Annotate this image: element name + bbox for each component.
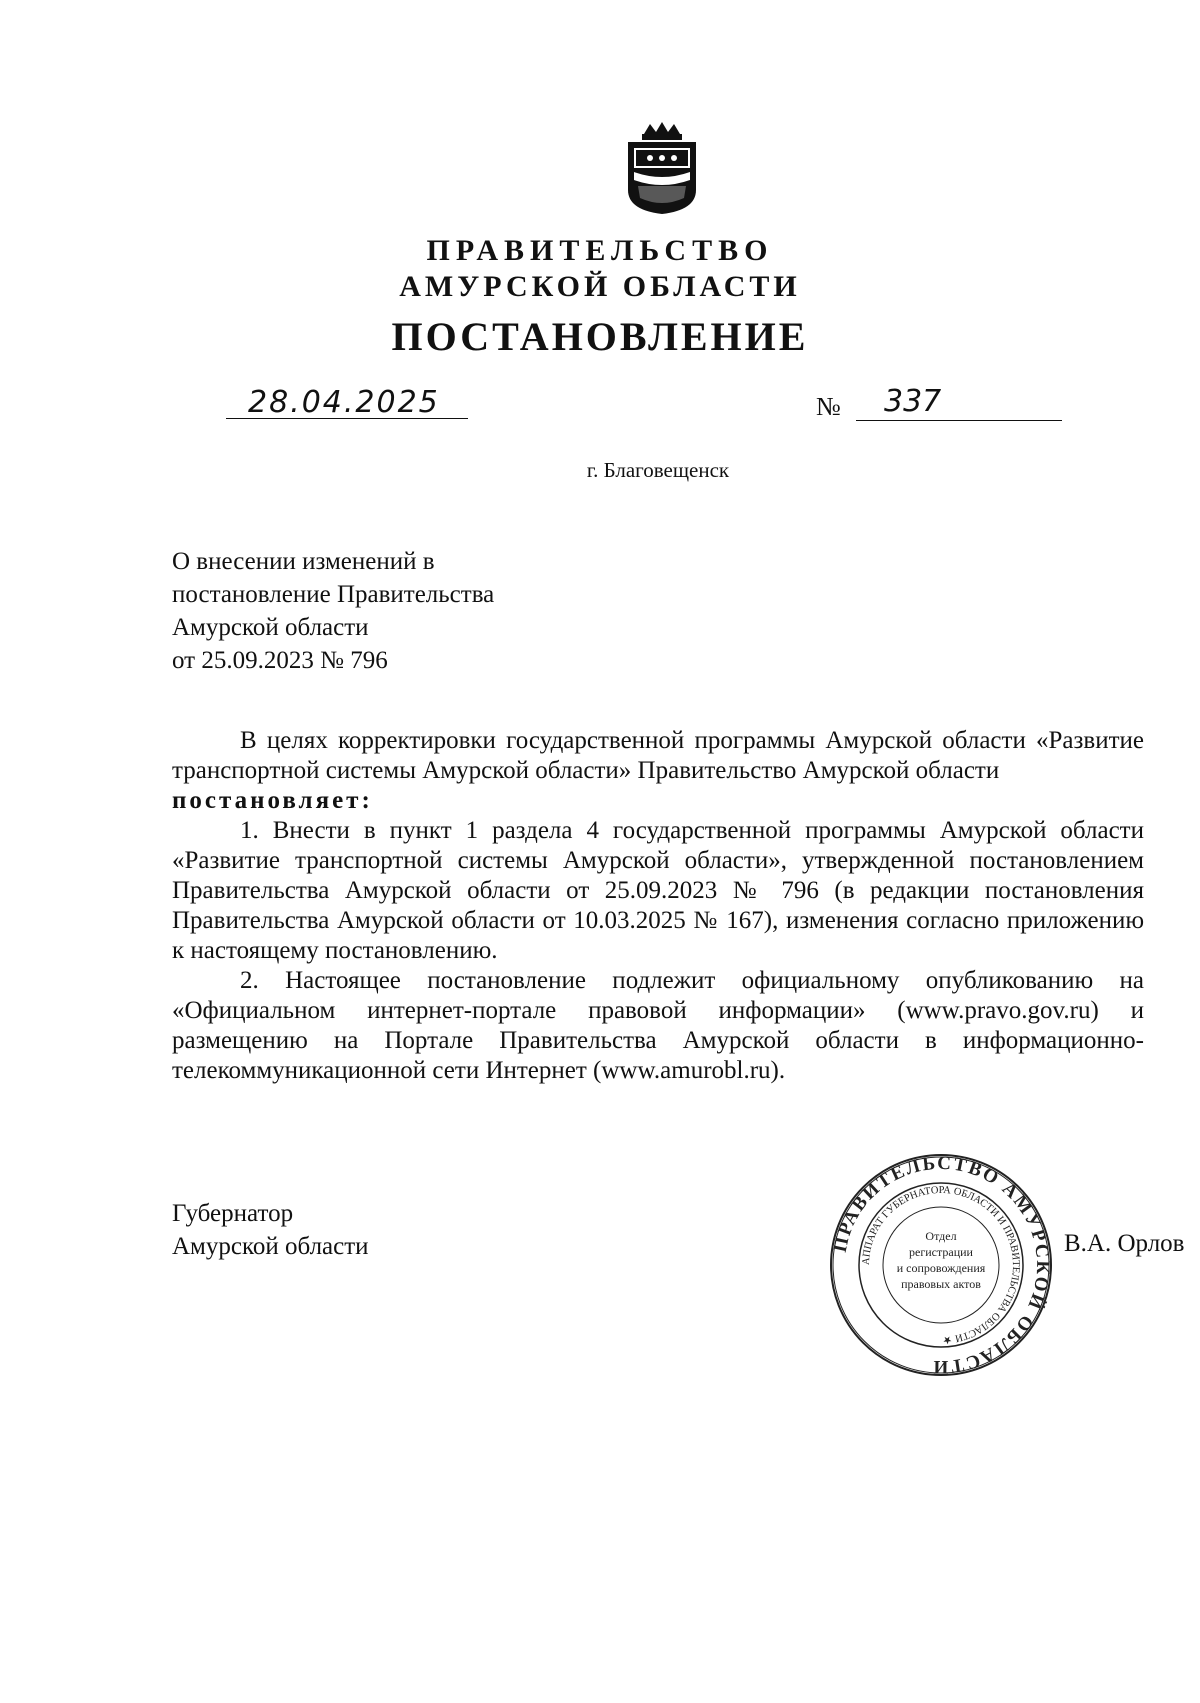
resolves-word: постановляет: (172, 787, 373, 814)
svg-text:АППАРАТ ГУБЕРНАТОРА ОБЛАСТИ И: АППАРАТ ГУБЕРНАТОРА ОБЛАСТИ И ПРАВИТЕЛЬСТВА ОБЛАСТИ ★ (860, 1184, 1022, 1346)
org-name-line1: ПРАВИТЕЛЬСТВО (426, 234, 774, 267)
subject-line: Амурской области (172, 614, 369, 641)
svg-text:Отдел: Отдел (925, 1229, 957, 1243)
subject-line: О внесении изменений в (172, 548, 435, 575)
preamble: В целях корректировки государственной программы Амурской области «Развитие транспортной системы Амурской области» Правительство Амурской области (172, 727, 1144, 784)
document-body (172, 726, 1144, 1086)
official-round-seal-icon (828, 1152, 1054, 1378)
document-subject (172, 545, 494, 677)
subject-line: постановление Правительства (172, 581, 495, 608)
document-number: 337 (884, 384, 942, 419)
document-type: ПОСТАНОВЛЕНИЕ (391, 314, 809, 359)
position-line: Губернатор (172, 1200, 294, 1227)
svg-text:ПРАВИТЕЛЬСТВО АМУРСКОЙ ОБЛАСТИ: ПРАВИТЕЛЬСТВО АМУРСКОЙ ОБЛАСТИ (829, 1152, 1054, 1378)
org-name-line2: АМУРСКОЙ ОБЛАСТИ (399, 270, 801, 303)
item-1: 1. Внести в пункт 1 раздела 4 государственной программы Амурской области «Развитие транспортной системы Амурской области», утвержденной постановлением Правительства Амурской области от 25.09.2023 № 796 (в редакции постановления Правительства Амурской области от 10.03.2025 № 167), изменения согласно приложению к настоящему постановлению. (172, 817, 1144, 964)
svg-text:правовых актов: правовых актов (901, 1277, 981, 1291)
position-line: Амурской области (172, 1233, 369, 1260)
subject-line: от 25.09.2023 № 796 (172, 647, 388, 674)
document-date: 28.04.2025 (248, 385, 440, 420)
amur-oblast-coat-of-arms-icon (622, 120, 702, 216)
svg-text:регистрации: регистрации (909, 1245, 973, 1259)
signatory-name: В.А. Орлов (1064, 1230, 1185, 1257)
svg-text:и сопровождения: и сопровождения (896, 1261, 986, 1275)
city: г. Благовещенск (586, 458, 730, 482)
signatory-position (172, 1197, 369, 1263)
item-2: 2. Настоящее постановление подлежит официальному опубликованию на «Официальном интернет-портале правовой информации» (www.pravo.gov.ru) и размещению на Портале Правительства Амурской области в информационно-телекоммуникационной сети Интернет (www.amurobl.ru). (172, 967, 1144, 1084)
number-sign: № (816, 392, 841, 421)
